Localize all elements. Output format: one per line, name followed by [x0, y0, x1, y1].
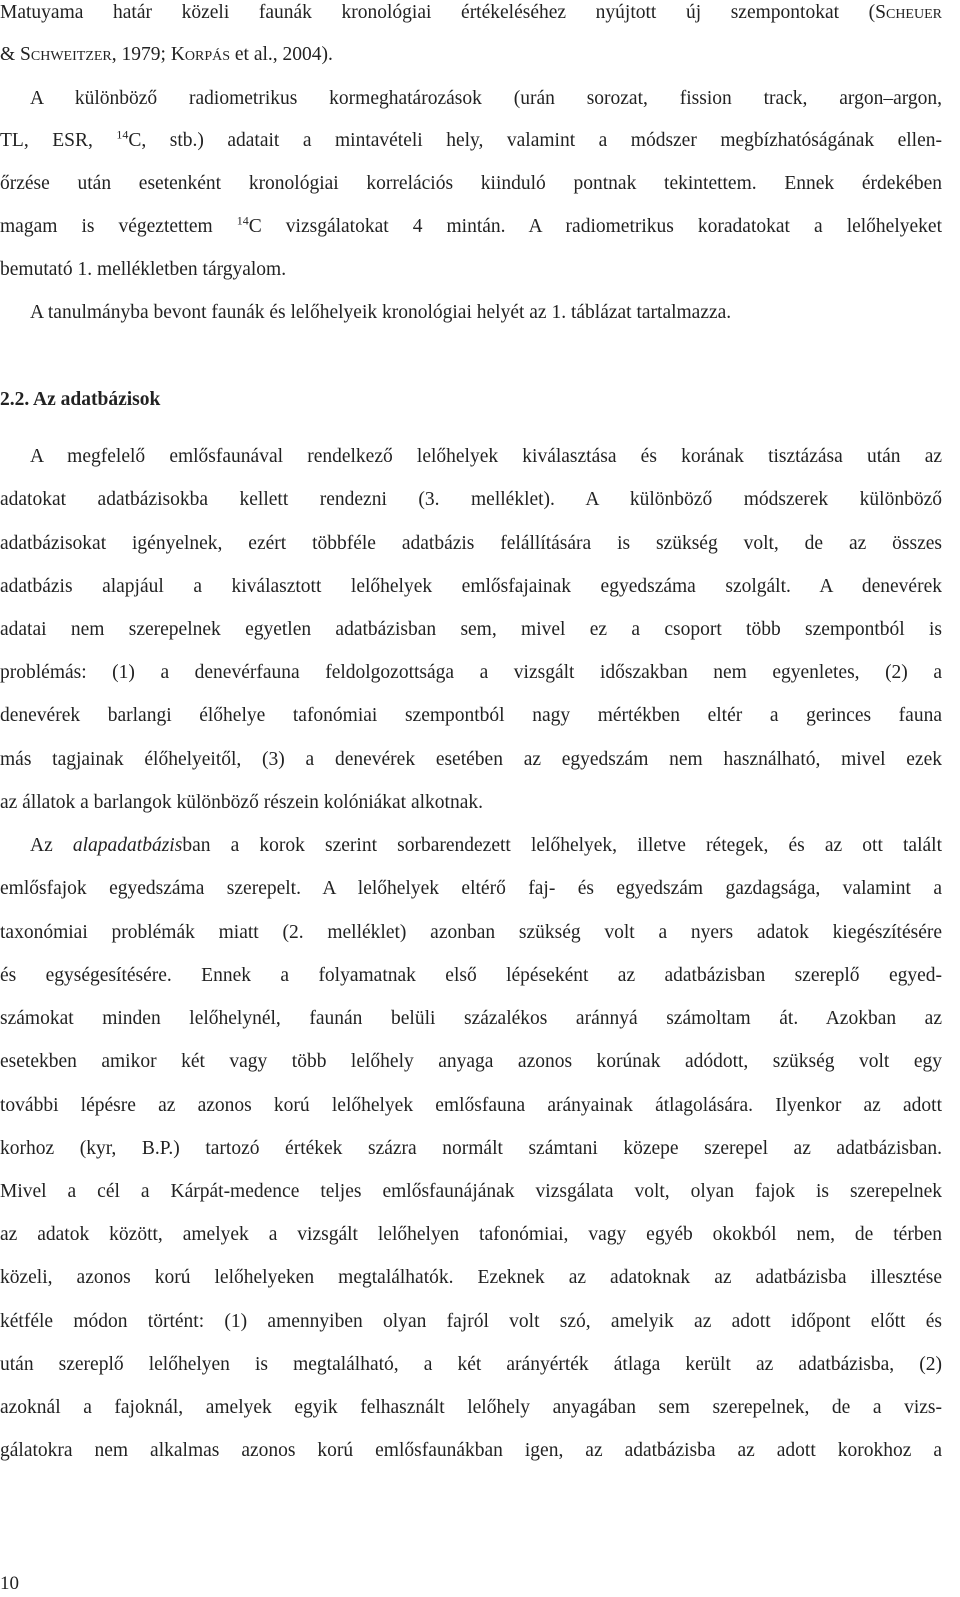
text-line: után szereplő lelőhelyen is megtalálható, a két arányérték átlaga került az adatbázisba, (2): [0, 1354, 942, 1375]
text-span: C vizsgálatokat 4 mintán. A radiometrikus koradatokat a lelőhelyeket: [248, 216, 942, 237]
text-line: taxonómiai problémák miatt (2. melléklet) azonban szükség volt a nyers adatok kiegészítésére: [0, 922, 942, 943]
text-line: adatai nem szerepelnek egyetlen adatbázisban sem, mivel ez a csoport több szempontból is: [0, 619, 942, 640]
text-line: [30, 833, 942, 859]
text-line: kétféle módon történt: (1) amennyiben olyan fajról volt szó, amelyik az adott időpont előtt és: [0, 1311, 942, 1332]
text-line: és egységesítésére. Ennek a folyamatnak első lépéseként az adatbázisban szereplő egyed-: [0, 965, 942, 986]
text-line: [0, 0, 942, 26]
text-line: esetekben amikor két vagy több lelőhely anyaga azonos korúnak adódott, szükség volt egy: [0, 1051, 942, 1072]
text-span: &: [0, 44, 21, 65]
text-line: az adatok között, amelyek a vizsgált lelőhelyen tafonómiai, vagy egyéb okokból nem, de térben: [0, 1224, 942, 1245]
text-span: magam is végeztettem: [0, 216, 237, 237]
text-line: [0, 128, 942, 154]
text-span: Az: [30, 835, 73, 856]
author-name: Scheuer: [875, 2, 942, 23]
text-line: emlősfajok egyedszáma szerepelt. A lelőhelyek eltérő faj- és egyedszám gazdagsága, valamint a: [0, 878, 942, 899]
text-line: A megfelelő emlősfaunával rendelkező lelőhelyek kiválasztása és korának tisztázása után az: [30, 446, 942, 467]
text-line: [0, 214, 942, 240]
italic-term: alapadatbázis: [72, 835, 183, 856]
text-line: őrzése után esetenként kronológiai korrelációs kiinduló pontnak tekintettem. Ennek érdekében: [0, 173, 942, 194]
superscript: 14: [236, 213, 249, 228]
text-line: korhoz (kyr, B.P.) tartozó értékek százra normált számtani közepe szerepel az adatbázisban.: [0, 1138, 942, 1159]
text-line: gálatokra nem alkalmas azonos korú emlősfaunákban igen, az adatbázisba az adott korokhoz a: [0, 1440, 942, 1461]
text-line: közeli, azonos korú lelőhelyeken megtalálhatók. Ezeknek az adatoknak az adatbázisba illesztése: [0, 1267, 942, 1288]
text-span: C, stb.) adatait a mintavételi hely, valamint a módszer megbízhatóságának ellen-: [128, 130, 942, 151]
text-line: más tagjainak élőhelyeitől, (3) a denevérek esetében az egyedszám nem használható, mivel ezek: [0, 749, 942, 770]
text-line: problémás: (1) a denevérfauna feldolgozottsága a vizsgált időszakban nem egyenletes, (2) a: [0, 662, 942, 683]
text-span: TL, ESR,: [0, 130, 117, 151]
text-line: azoknál a fajoknál, amelyek egyik felhasznált lelőhely anyagában sem szerepelnek, de a vizs-: [0, 1397, 942, 1418]
text-line: adatbázisokat igényelnek, ezért többféle adatbázis felállítására is szükség volt, de az összes: [0, 533, 942, 554]
text-span: , 1979;: [111, 44, 171, 65]
text-span: et al., 2004).: [230, 44, 333, 65]
text-line: bemutató 1. mellékletben tárgyalom.: [0, 259, 287, 280]
text-line: A különböző radiometrikus kormeghatározások (urán sorozat, fission track, argon–argon,: [30, 88, 942, 109]
text-line: további lépésre az azonos korú lelőhelyek emlősfauna arányainak átlagolására. Ilyenkor az adott: [0, 1095, 942, 1116]
author-name: Korpás: [170, 44, 231, 65]
text-line: Mivel a cél a Kárpát-medence teljes emlősfaunájának vizsgálata volt, olyan fajok is szerepelnek: [0, 1181, 942, 1202]
text-line: számokat minden lelőhelynél, faunán belüli százalékos aránnyá számoltam át. Azokban az: [0, 1008, 942, 1029]
text-span: ban a korok szerint sorbarendezett lelőhelyek, illetve rétegek, és az ott talált: [182, 835, 942, 856]
text-line: A tanulmányba bevont faunák és lelőhelyeik kronológiai helyét az 1. táblázat tartalmazza.: [30, 302, 732, 323]
author-name: Schweitzer: [20, 44, 112, 65]
text-line: adatokat adatbázisokba kellett rendezni (3. melléklet). A különböző módszerek különböző: [0, 489, 942, 510]
text-line: denevérek barlangi élőhelye tafonómiai szempontból nagy mértékben eltér a gerinces fauna: [0, 705, 942, 726]
text-span: Matuyama határ közeli faunák kronológiai értékeléséhez nyújtott új szempontokat (: [0, 2, 876, 23]
page-number: 10: [0, 1573, 19, 1594]
text-line: az állatok a barlangok különböző részein kolóniákat alkotnak.: [0, 792, 483, 813]
text-line: adatbázis alapjául a kiválasztott lelőhelyek emlősfajainak egyedszáma szolgált. A denevérek: [0, 576, 942, 597]
superscript: 14: [116, 127, 129, 142]
text-line: [0, 42, 942, 68]
section-heading: 2.2. Az adatbázisok: [0, 389, 161, 410]
